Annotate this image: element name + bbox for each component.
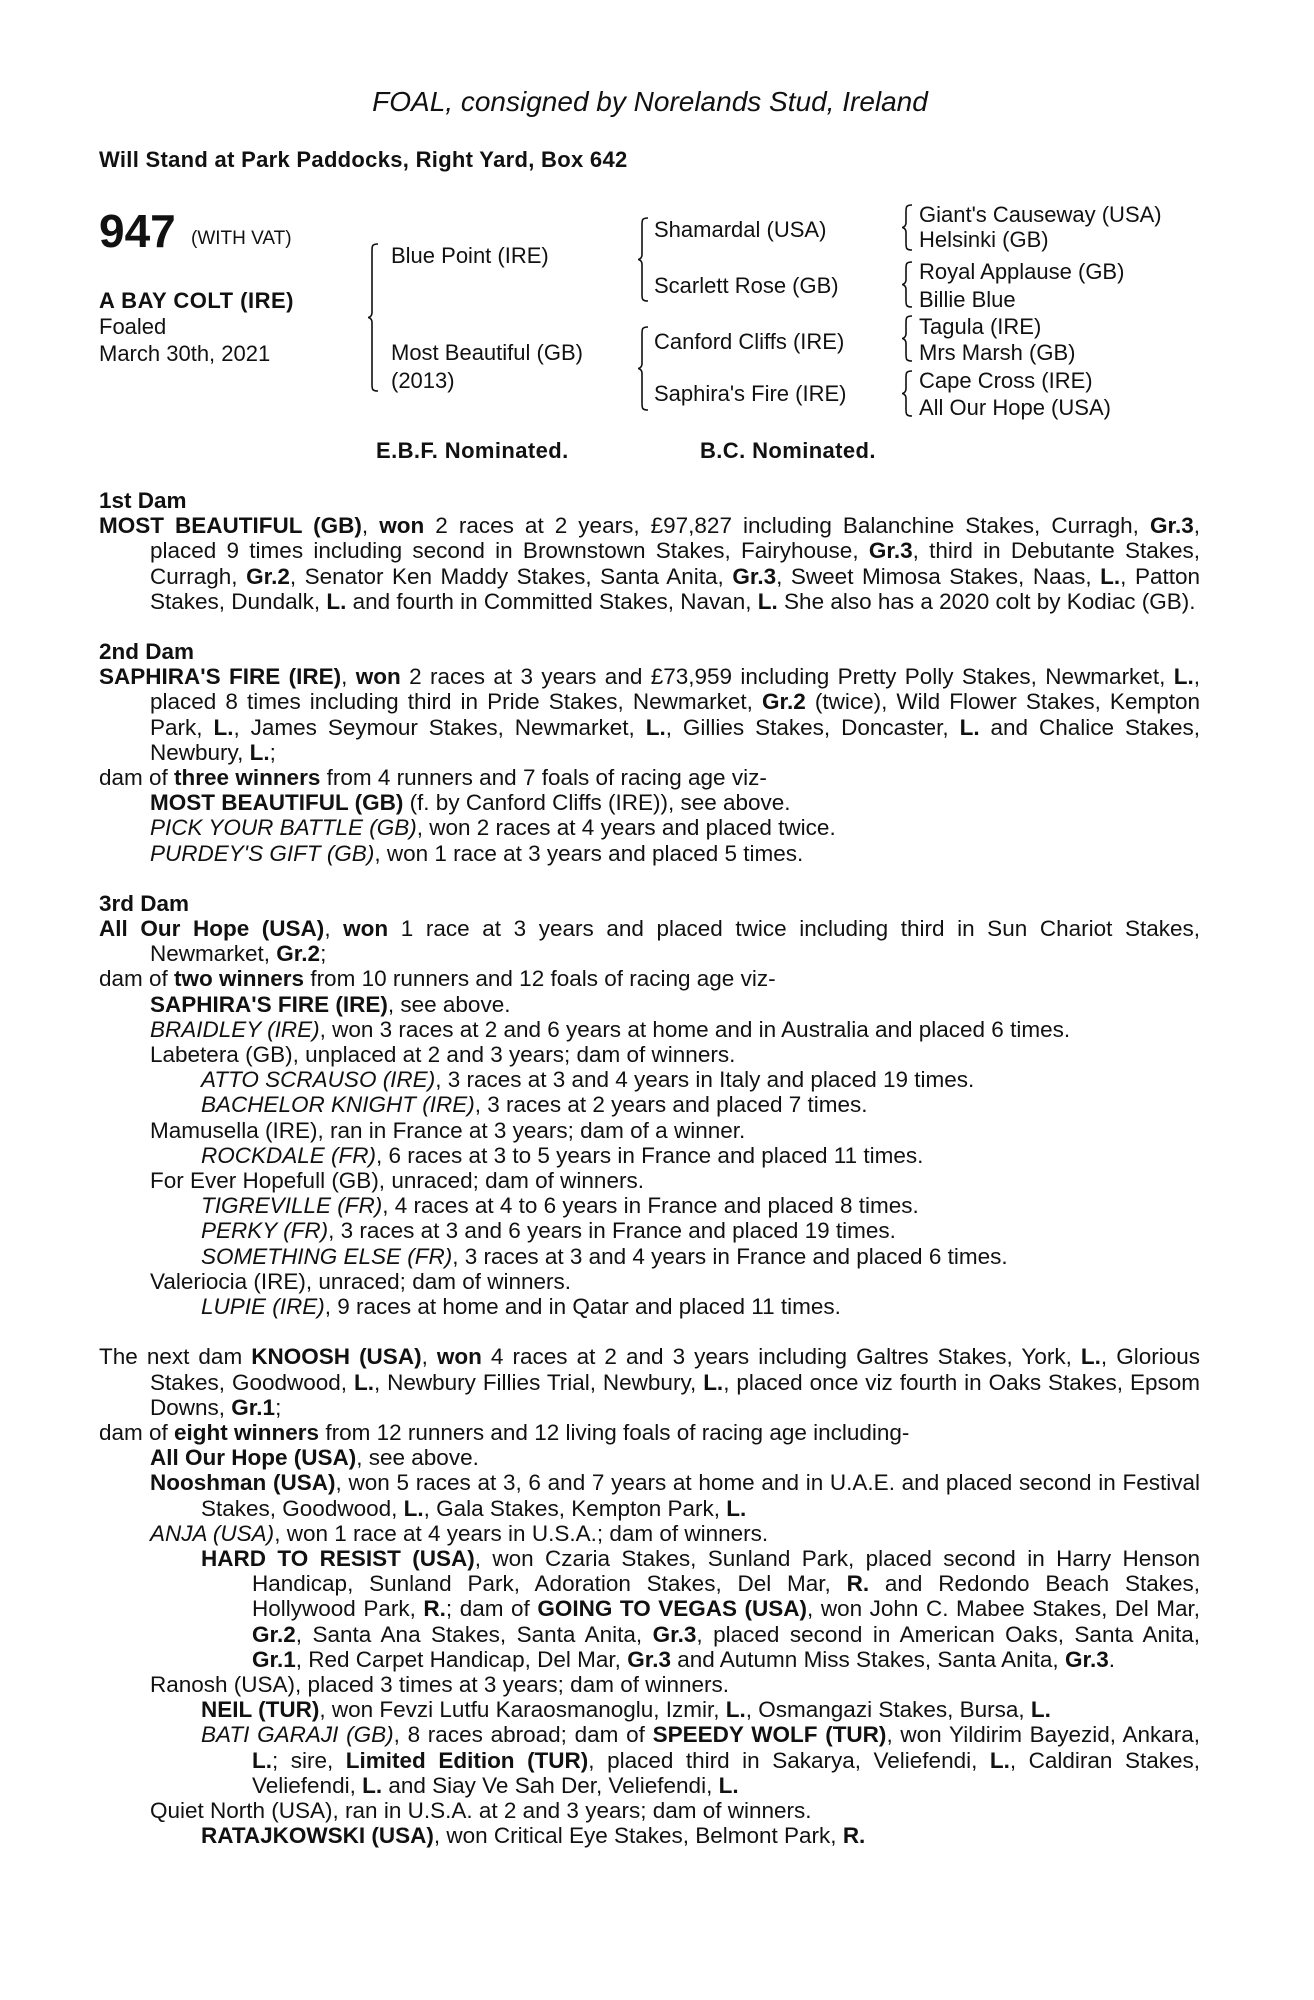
pedigree-entry [99, 1017, 1200, 1042]
stand-location: Will Stand at Park Paddocks, Right Yard, Box 642 [99, 147, 628, 172]
bold-text: Gr.3 [627, 1646, 671, 1672]
pedigree-notes [99, 488, 1200, 1873]
bold-text: L. [353, 1369, 374, 1395]
pedigree-entry [99, 815, 1200, 840]
pedigree-entry [99, 1722, 1200, 1798]
text: , Glorious Stakes, Goodwood, [150, 1344, 1200, 1395]
bold-text: L. [403, 1495, 424, 1521]
text: and Siay Ve Sah Der, Veliefendi, [382, 1772, 719, 1798]
text: , Sweet Mimosa Stakes, Naas, [776, 563, 1101, 589]
text: , Senator Ken Maddy Stakes, Santa Anita, [289, 563, 733, 589]
text: , see above. [387, 991, 511, 1017]
pedigree-dam-year: (2013) [391, 368, 455, 393]
italic-text: PICK YOUR BATTLE (GB) [150, 815, 417, 841]
bold-text: HARD TO RESIST (USA) [201, 1545, 475, 1571]
italic-text: BATI GARAJI (GB) [201, 1722, 394, 1748]
pedigree-gen3-5: Tagula (IRE) [919, 314, 1042, 339]
text: , placed once viz fourth in Oaks Stakes, Epsom Downs, [150, 1369, 1200, 1420]
bold-text: Limited Edition (TUR) [345, 1747, 589, 1773]
italic-text: TIGREVILLE (FR) [201, 1193, 383, 1219]
pedigree-entry [99, 790, 1200, 815]
dam-section [99, 891, 1200, 1319]
bold-text: eight winners [174, 1419, 320, 1445]
italic-text: ATTO SCRAUSO (IRE) [201, 1067, 436, 1093]
bold-text: RATAJKOWSKI (USA) [201, 1823, 434, 1849]
bold-text: Gr.2 [276, 941, 321, 967]
bold-text: GOING TO VEGAS (USA) [537, 1596, 808, 1622]
text: , Santa Ana Stakes, Santa Anita, [295, 1621, 653, 1647]
pedigree-sire: Blue Point (IRE) [391, 243, 549, 268]
text: , won Fevzi Lutfu Karaosmanoglu, Izmir, [319, 1697, 726, 1723]
pedigree-sire-sire: Shamardal (USA) [654, 217, 827, 242]
bold-text: won [379, 513, 425, 539]
bold-text: L. [726, 1495, 747, 1521]
text: 4 races at 2 and 3 years including Galtres Stakes, York, [481, 1344, 1081, 1370]
dam-section [99, 488, 1200, 614]
text: , see above. [356, 1445, 479, 1471]
pedigree-entry [99, 1092, 1200, 1117]
pedigree-entry [99, 1823, 1200, 1848]
bold-text: L. [703, 1369, 724, 1395]
foaled-date: March 30th, 2021 [99, 341, 271, 366]
bold-text: R. [842, 1823, 866, 1849]
text: , 3 races at 2 years and placed 7 times. [474, 1092, 868, 1118]
pedigree-gen3-2: Helsinki (GB) [919, 227, 1049, 252]
pedigree-entry [99, 1067, 1200, 1092]
text: , [324, 916, 344, 942]
pedigree-entry [99, 1697, 1200, 1722]
section-heading: 2nd Dam [99, 639, 195, 665]
pedigree-entry [99, 1521, 1200, 1546]
pedigree-entry [99, 992, 1200, 1017]
text: ; sire, [272, 1747, 346, 1773]
bold-text: SAPHIRA'S FIRE (IRE) [99, 664, 342, 690]
bold-text: L. [718, 1772, 739, 1798]
pedigree-entry [99, 513, 1200, 614]
bold-text: L. [249, 739, 270, 765]
dam-section [99, 639, 1200, 866]
text: , Patton Stakes, Dundalk, [150, 563, 1200, 614]
italic-text: SOMETHING ELSE (FR) [201, 1243, 453, 1269]
bold-text: Gr.3 [868, 538, 913, 564]
bold-text: KNOOSH (USA) [251, 1344, 422, 1370]
pedigree-entry [99, 1798, 1200, 1823]
bold-text: Gr.3 [1149, 513, 1194, 539]
text: , [421, 1344, 437, 1370]
text: ; [275, 1394, 282, 1420]
section-heading: 1st Dam [99, 488, 187, 513]
text: ; [320, 941, 327, 967]
text: Labetera (GB), unplaced at 2 and 3 years; dam of winners. [150, 1042, 736, 1068]
italic-text: PERKY (FR) [201, 1218, 329, 1244]
pedigree-entry [99, 916, 1200, 966]
bold-text: two winners [174, 966, 305, 992]
vat-note: (WITH VAT) [191, 228, 292, 249]
bold-text: Gr.2 [252, 1621, 296, 1647]
foaled-label: Foaled [99, 314, 167, 339]
bold-text: L. [326, 588, 347, 614]
section-heading: 3rd Dam [99, 890, 190, 916]
pedigree-brace [638, 218, 648, 301]
text: , Red Carpet Handicap, Del Mar, [295, 1646, 628, 1672]
bold-text: L. [1030, 1697, 1051, 1723]
pedigree-gen3-6: Mrs Marsh (GB) [919, 340, 1076, 365]
bold-text: Gr.2 [761, 689, 806, 715]
bold-text: L. [1100, 563, 1121, 589]
text: , Osmangazi Stakes, Bursa, [745, 1697, 1031, 1723]
text: , third in Debutante Stakes, Curragh, [150, 538, 1201, 589]
bold-text: Nooshman (USA) [150, 1470, 336, 1496]
bold-text: Gr.3 [732, 563, 777, 589]
italic-text: ANJA (USA) [150, 1520, 275, 1546]
pedigree-gen3-7: Cape Cross (IRE) [919, 368, 1093, 393]
lot-description: A BAY COLT (IRE) [99, 288, 295, 313]
text: dam of [99, 765, 175, 791]
bold-text: R. [846, 1571, 870, 1597]
bold-text: L. [725, 1697, 746, 1723]
pedigree-gen3-3: Royal Applause (GB) [919, 259, 1125, 284]
pedigree-entry [99, 1294, 1200, 1319]
bold-text: Gr.1 [231, 1394, 276, 1420]
bc-nomination: B.C. Nominated. [700, 438, 876, 463]
pedigree-brace [902, 316, 912, 361]
bold-text: Gr.1 [252, 1646, 296, 1672]
pedigree-brace [902, 371, 912, 416]
text: , won Yildirim Bayezid, Ankara, [886, 1722, 1201, 1748]
text: ; [269, 739, 276, 765]
text: 2 races at 2 years, £97,827 including Balanchine Stakes, Curragh, [424, 513, 1150, 539]
text: The next dam [99, 1344, 252, 1370]
pedigree-entry [99, 765, 1200, 790]
text: dam of [99, 1419, 175, 1445]
bold-text: MOST BEAUTIFUL (GB) [99, 513, 362, 539]
text: , Gala Stakes, Kempton Park, [423, 1495, 727, 1521]
pedigree-dam: Most Beautiful (GB) [391, 340, 583, 365]
text: , placed 8 times including third in Pride Stakes, Newmarket, [150, 664, 1200, 715]
italic-text: BACHELOR KNIGHT (IRE) [201, 1092, 475, 1118]
text: and fourth in Committed Stakes, Navan, [346, 588, 758, 614]
text: (twice), Wild Flower Stakes, Kempton Park, [150, 689, 1200, 740]
text: For Ever Hopefull (GB), unraced; dam of winners. [150, 1168, 644, 1194]
text: Ranosh (USA), placed 3 times at 3 years; dam of winners. [150, 1671, 730, 1697]
pedigree-entry [99, 1168, 1200, 1193]
text: , won Czaria Stakes, Sunland Park, placed second in Harry Henson Handicap, Sunland Park, Adoration Stakes, Del Mar, [252, 1545, 1200, 1597]
bold-text: L. [959, 714, 980, 740]
text: , Gillies Stakes, Doncaster, [665, 714, 960, 740]
pedigree-entry [99, 1244, 1200, 1269]
text: , 4 races at 4 to 6 years in France and placed 8 times. [382, 1193, 919, 1219]
bold-text: SAPHIRA'S FIRE (IRE) [150, 991, 388, 1017]
bold-text: L. [252, 1747, 272, 1773]
bold-text: Gr.3 [652, 1621, 697, 1647]
pedigree-entry [99, 841, 1200, 866]
text: . [1108, 1646, 1115, 1672]
pedigree-brace [638, 327, 648, 410]
text: , won 2 races at 4 years and placed twice. [416, 815, 836, 841]
bold-text: L. [213, 714, 234, 740]
pedigree-brace [368, 244, 378, 391]
text: , won Critical Eye Stakes, Belmont Park, [433, 1823, 843, 1849]
pedigree-entry [99, 1118, 1200, 1143]
text: and Redondo Beach Stakes, Hollywood Park, [252, 1571, 1200, 1622]
pedigree-brace [902, 262, 912, 307]
pedigree-entry [99, 1042, 1200, 1067]
text: , won John C. Mabee Stakes, Del Mar, [807, 1596, 1200, 1622]
text: , placed second in American Oaks, Santa Anita, [696, 1621, 1200, 1647]
pedigree-entry [99, 664, 1200, 765]
text: from 10 runners and 12 foals of racing age viz- [304, 966, 776, 992]
text: , 3 races at 3 and 6 years in France and placed 19 times. [328, 1218, 896, 1244]
pedigree-entry [99, 1193, 1200, 1218]
bold-text: won [343, 916, 389, 942]
text: She also has a 2020 colt by Kodiac (GB). [777, 588, 1196, 614]
text: , won 1 race at 4 years in U.S.A.; dam of winners. [274, 1520, 769, 1546]
bold-text: L. [1173, 664, 1194, 690]
text: Quiet North (USA), ran in U.S.A. at 2 and 3 years; dam of winners. [150, 1797, 812, 1823]
bold-text: All Our Hope (USA) [99, 916, 325, 942]
text: , won 1 race at 3 years and placed 5 times. [374, 840, 804, 866]
bold-text: Gr.3 [1064, 1646, 1109, 1672]
catalogue-title: FOAL, consigned by Norelands Stud, Ireland [372, 86, 928, 117]
pedigree-entry [99, 1218, 1200, 1243]
text: dam of [99, 966, 175, 992]
bold-text: L. [989, 1747, 1010, 1773]
pedigree-dam-sire: Canford Cliffs (IRE) [654, 329, 845, 354]
bold-text: Gr.2 [246, 563, 290, 589]
pedigree-entry [99, 1269, 1200, 1294]
text: , 3 races at 3 and 4 years in France and placed 6 times. [452, 1243, 1008, 1269]
text: , [341, 664, 356, 690]
pedigree-gen3-1: Giant's Causeway (USA) [919, 202, 1162, 227]
pedigree-entry [99, 1672, 1200, 1697]
bold-text: R. [423, 1596, 446, 1622]
text: , 3 races at 3 and 4 years in Italy and placed 19 times. [435, 1067, 975, 1093]
ebf-nomination: E.B.F. Nominated. [376, 438, 569, 463]
pedigree-brace [902, 205, 912, 250]
bold-text: L. [645, 714, 666, 740]
dam-section [99, 1344, 1200, 1848]
pedigree-entry [99, 1445, 1200, 1470]
pedigree-gen3-8: All Our Hope (USA) [919, 395, 1111, 420]
italic-text: PURDEY'S GIFT (GB) [150, 840, 375, 866]
text: and Autumn Miss Stakes, Santa Anita, [670, 1646, 1065, 1672]
bold-text: L. [362, 1772, 383, 1798]
pedigree-dam-dam: Saphira's Fire (IRE) [654, 381, 847, 406]
bold-text: All Our Hope (USA) [150, 1445, 357, 1471]
text: , [361, 513, 380, 539]
text: 1 race at 3 years and placed twice including third in Sun Chariot Stakes, Newmarket, [150, 916, 1200, 967]
text: Valeriocia (IRE), unraced; dam of winners. [150, 1268, 572, 1294]
italic-text: LUPIE (IRE) [201, 1294, 325, 1320]
bold-text: won [355, 664, 401, 690]
bold-text: MOST BEAUTIFUL (GB) [150, 790, 404, 816]
bold-text: SPEEDY WOLF (TUR) [652, 1722, 887, 1748]
italic-text: ROCKDALE (FR) [201, 1142, 377, 1168]
pedigree-entry [99, 1470, 1200, 1520]
bold-text: three winners [174, 765, 321, 791]
pedigree-entry [99, 1546, 1200, 1672]
italic-text: BRAIDLEY (IRE) [150, 1016, 320, 1042]
text: , 8 races abroad; dam of [393, 1722, 653, 1748]
text: from 12 runners and 12 living foals of racing age including- [319, 1419, 910, 1445]
text: , 6 races at 3 to 5 years in France and placed 11 times. [376, 1142, 924, 1168]
bold-text: NEIL (TUR) [201, 1697, 320, 1723]
pedigree-entry [99, 1420, 1200, 1445]
pedigree-entry [99, 1143, 1200, 1168]
text: (f. by Canford Cliffs (IRE)), see above. [403, 790, 791, 816]
lot-number: 947 [99, 205, 176, 257]
text: ; dam of [445, 1596, 538, 1622]
text: Mamusella (IRE), ran in France at 3 years; dam of a winner. [150, 1117, 746, 1143]
bold-text: won [436, 1344, 482, 1370]
text: , James Seymour Stakes, Newmarket, [233, 714, 646, 740]
text: , won 3 races at 2 and 6 years at home and in Australia and placed 6 times. [319, 1016, 1071, 1042]
text: 2 races at 3 years and £73,959 including Pretty Polly Stakes, Newmarket, [400, 664, 1174, 690]
pedigree-entry [99, 966, 1200, 991]
pedigree-gen3-4: Billie Blue [919, 287, 1016, 312]
text: , 9 races at home and in Qatar and placed 11 times. [324, 1294, 841, 1320]
text: , Caldiran Stakes, Veliefendi, [252, 1747, 1200, 1798]
text: , placed 9 times including second in Brownstown Stakes, Fairyhouse, [150, 513, 1200, 564]
text: , Newbury Fillies Trial, Newbury, [373, 1369, 704, 1395]
bold-text: L. [1080, 1344, 1101, 1370]
bold-text: L. [757, 588, 778, 614]
text: , placed third in Sakarya, Veliefendi, [588, 1747, 990, 1773]
text: and Chalice Stakes, Newbury, [150, 714, 1200, 765]
text: from 4 runners and 7 foals of racing age viz- [320, 765, 767, 791]
text: , won 5 races at 3, 6 and 7 years at home and in U.A.E. and placed second in Festival Stakes, Goodwood, [201, 1470, 1201, 1521]
pedigree-entry [99, 1344, 1200, 1420]
pedigree-sire-dam: Scarlett Rose (GB) [654, 273, 839, 298]
